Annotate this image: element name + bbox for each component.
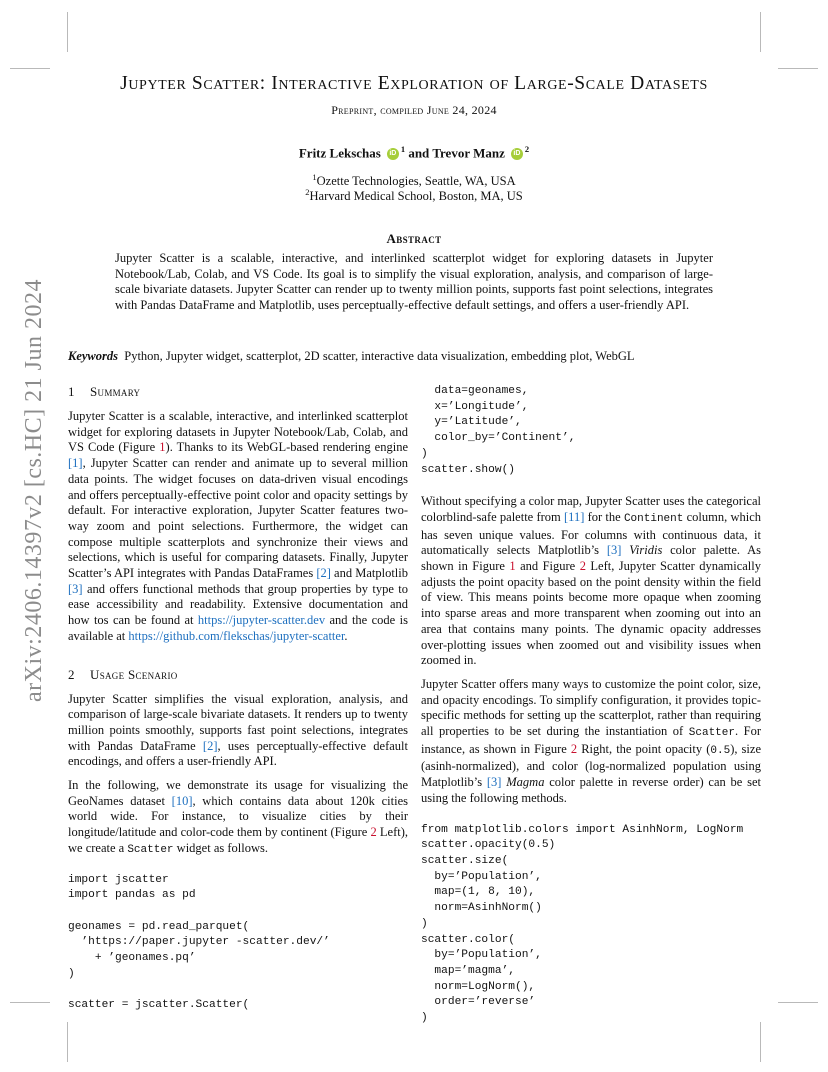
citation-link[interactable]: [3] [486, 775, 502, 790]
summary-paragraph: Jupyter Scatter is a scalable, interactive, and interlinked scatterplot widget for exploring datasets in Jupyter Notebook/Lab, Colab, and VS Code (Figure 1). Thanks to its WebGL-based rendering engine [1], Jupyter Scatter can render and animate up to several million data points. The widget focuses on data-driven visual encodings and offers perceptually-effective point color and opacity settings by default. For interactive exploration, Jupyter Scatter features two-way zoom and point selections. Furthermore, the widget can compose multiple scatterplots and synchronize their views and selections, which is useful for comparing datasets. Finally, Jupyter Scatter’s API integrates with Pandas DataFrames [2] and Matplotlib [3] and offers functional methods that group properties by type to ease accessibility and readability. Extensive documentation and how tos can be found at https://jupyter-scatter.dev and the code is available at https://github.com/flekschas/jupyter-scatter. [68, 409, 409, 643]
citation-link[interactable]: [11] [564, 509, 585, 524]
citation-link[interactable]: [2] [202, 738, 218, 753]
arxiv-identifier-stamp [4, 280, 64, 700]
section-heading [68, 667, 408, 683]
github-link[interactable]: https://github.com/flekschas/jupyter-scatter [128, 628, 345, 643]
section-heading [68, 384, 408, 400]
citation-link[interactable]: [10] [171, 793, 193, 808]
affiliation-marker: 2 [305, 187, 310, 197]
preprint-date: Preprint, compiled June 24, 2024 [331, 103, 497, 117]
citation-link[interactable]: [3] [68, 581, 83, 596]
right-column [421, 384, 761, 1027]
usage-paragraph: Jupyter Scatter offers many ways to customize the point color, size, and opacity encodings. To simplify configuration, it provides topic-specific methods for setting up the scatterplot, rather than requiring all properties to be set during the instantiation of Scatter. For instance, as shown in Figure 2 Right, the point opacity (0.5), size (asinh-normalized), and color (log-normalized population using Matplotlib’s [3] Magma color palette in reverse order) can be set using the following methods. [421, 676, 762, 805]
abstract-heading: Abstract [386, 231, 442, 246]
figure-link[interactable]: 2 [370, 825, 377, 840]
author-line [60, 144, 768, 161]
citation-link[interactable]: [2] [316, 566, 331, 581]
keywords-text: Python, Jupyter widget, scatterplot, 2D scatter, interactive data visualization, embedding plot, WebGL [124, 349, 635, 363]
figure-link[interactable]: 1 [509, 559, 516, 574]
crop-mark [67, 12, 68, 52]
figure-link[interactable]: 2 [570, 741, 578, 756]
affiliation-marker: 1 [312, 172, 317, 182]
figure-link[interactable]: 1 [159, 440, 166, 455]
paper-title: Jupyter Scatter: Interactive Exploration of Large-Scale Datasets [120, 73, 708, 94]
crop-mark [778, 68, 818, 69]
abstract-text: Jupyter Scatter is a scalable, interactive, and interlinked scatterplot widget for exploring datasets in Jupyter Notebook/Lab, Colab, and VS Code. Its goal is to simplify the visual exploration, analysis, and comparison of large-scale bivariate datasets. Jupyter Scatter can render up to twenty million points, supports fast point selections, integrates with Pandas DataFrame and Matplotlib, uses perceptually-effective default settings, and offers a user-friendly API. [115, 251, 713, 313]
crop-mark [760, 1022, 761, 1062]
author-name: Trevor Manz [432, 145, 505, 161]
crop-mark [778, 1002, 818, 1003]
affiliation-text: Harvard Medical School, Boston, MA, US [309, 189, 523, 204]
usage-paragraph: Without specifying a color map, Jupyter Scatter uses the categorical colorblind-safe palette from [11] for the Continent column, which has seven unique values. For columns with continuous data, it automatically selects Matplotlib’s [3] Viridis color palette. As shown in Figure 1 and Figure 2 Left, Jupyter Scatter dynamically adjusts the point opacity based on the point density within the field of view. This means points become more opaque when zooming into sparse areas and more transparent when zooming out into an area that contains many points. The dynamic opacity addresses over-plotting issues when zoomed out and visibility issues when zoomed in. [421, 494, 762, 668]
affiliation [60, 187, 768, 204]
crop-mark [760, 12, 761, 52]
orcid-icon[interactable]: iD [511, 148, 523, 160]
orcid-icon[interactable]: iD [387, 148, 399, 160]
docs-link[interactable]: https://jupyter-scatter.dev [197, 613, 326, 628]
left-column [68, 384, 408, 1014]
crop-mark [10, 68, 50, 69]
section-title: Summary [90, 384, 141, 399]
figure-link[interactable]: 2 [579, 559, 586, 574]
affiliation-marker: 2 [524, 144, 530, 154]
usage-paragraph: Jupyter Scatter simplifies the visual exploration, analysis, and comparison of large-scale bivariate datasets. It renders up to twenty million points smoothly, supports fast point selections, integrates with Pandas DataFrame [2], uses perceptually-effective default encodings, and offers a user-friendly API. [68, 691, 408, 769]
code-block: import jscatter import pandas as pd geonames = pd.read_parquet( ’https://paper.jupyter -scatter.dev/’ + ’geonames.pq’ ) scatter = jscatter.Scatter( [68, 873, 330, 1012]
author-name: Fritz Lekschas [298, 145, 381, 161]
code-block: from matplotlib.colors import AsinhNorm, LogNorm scatter.opacity(0.5) scatter.size( by=’Population’, map=(1, 8, 10), norm=AsinhNorm() ) scatter.color( by=’Population’, map=’magma’, norm=LogNorm(), order=’reverse’ ) [421, 823, 744, 1025]
affiliation-marker: 1 [400, 144, 406, 154]
crop-mark [67, 1022, 68, 1062]
citation-link[interactable]: [1] [68, 456, 83, 471]
section-number: 1 [68, 384, 75, 399]
keywords-label: Keywords [68, 349, 118, 363]
keywords [68, 349, 768, 364]
section-number: 2 [68, 666, 75, 682]
author-connector: and [408, 145, 430, 161]
crop-mark [10, 1002, 50, 1003]
section-title: Usage Scenario [90, 666, 178, 682]
usage-paragraph: In the following, we demonstrate its usage for visualizing the GeoNames dataset [10], which contains data about 120k cities world wide. For instance, to visualize cities by their longitude/latitude and color-code them by continent (Figure 2 Left), we create a Scatter widget as follows. [68, 778, 409, 856]
affiliation-text: Ozette Technologies, Seattle, WA, USA [316, 174, 516, 189]
citation-link[interactable]: [3] [606, 543, 622, 558]
arxiv-identifier-text: arXiv:2406.14397v2 [cs.HC] 21 Jun 2024 [20, 278, 47, 702]
code-block: data=geonames, x=’Longitude’, y=’Latitude’, color_by=’Continent’, ) scatter.show() [421, 385, 576, 476]
